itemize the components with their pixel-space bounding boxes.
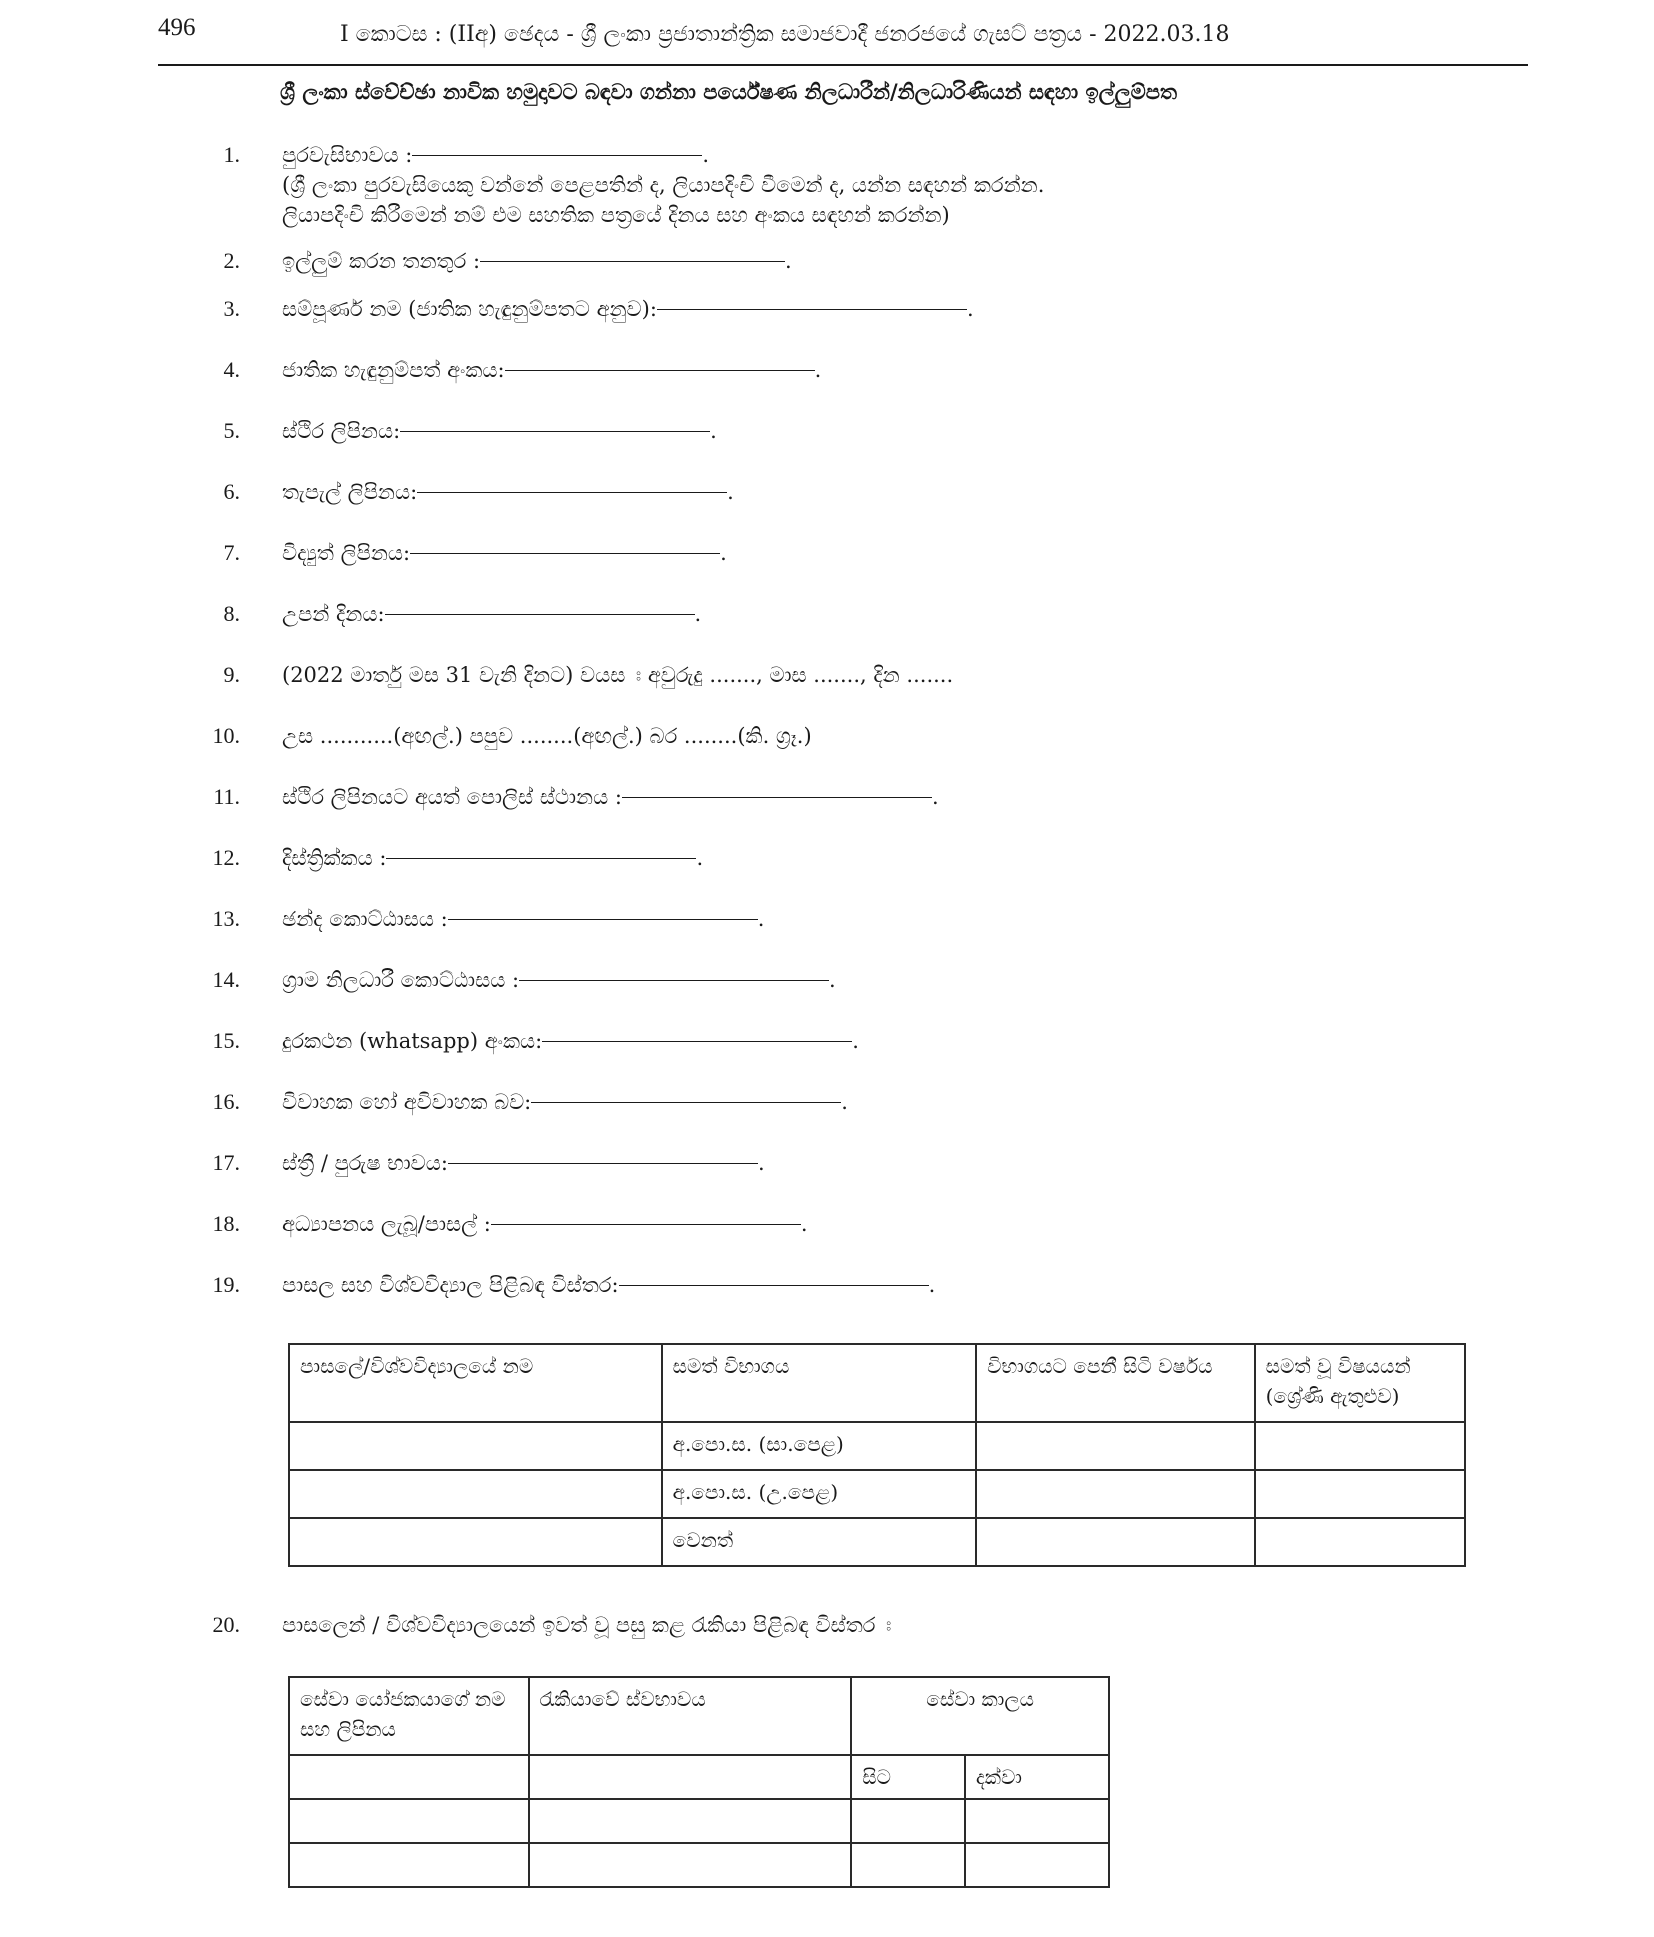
cell-year[interactable]: [976, 1470, 1254, 1518]
field-date-of-birth: [200, 599, 702, 629]
field-gender: [200, 1148, 765, 1178]
field-school-attended: [200, 1209, 808, 1239]
cell-school-name[interactable]: [289, 1518, 662, 1566]
table-subheader-row: [289, 1755, 1109, 1799]
field-full-name: [200, 294, 974, 324]
field-label: සම්පූර්ණ නම (ජාතික හැඳුනුම්පතට අනුව): .: [282, 297, 974, 321]
cell-exam: අ.පො.ස. (උ.පෙළ): [662, 1470, 977, 1518]
item-number: 9.: [223, 662, 240, 687]
item-number: 18.: [212, 1211, 240, 1236]
header-school-name: පාසලේ/විශ්වවිද්‍යාලයේ නම: [289, 1344, 662, 1422]
field-education-details: [200, 1270, 936, 1300]
item-number: 5.: [223, 418, 240, 443]
item-number: 20.: [212, 1612, 240, 1637]
header-to: දක්වා: [965, 1755, 1109, 1799]
cell-from[interactable]: [851, 1843, 965, 1887]
field-physical-measurements: [200, 721, 812, 751]
header-from: සිට: [851, 1755, 965, 1799]
cell-job-nature[interactable]: [529, 1755, 852, 1799]
field-label[interactable]: (2022 මාර්තු මස 31 වැනි දිනට) වයස ඃ අවුරුදු ......., මාස ......., දින .......: [282, 663, 954, 687]
fill-line[interactable]: [400, 431, 710, 432]
field-label: තැපැල් ලිපිනය: .: [282, 480, 734, 504]
fill-line[interactable]: [386, 858, 696, 859]
item-number: 7.: [223, 540, 240, 565]
field-post-applied: [200, 246, 792, 276]
fill-line[interactable]: [491, 1224, 801, 1225]
fill-line[interactable]: [531, 1102, 841, 1103]
cell-subjects[interactable]: [1255, 1518, 1465, 1566]
fill-line[interactable]: [417, 492, 727, 493]
table-row: [289, 1422, 1465, 1470]
table-row: [289, 1843, 1109, 1887]
field-label: ඉල්ලුම් කරන තනතුර : .: [282, 249, 792, 273]
field-nic-number: [200, 355, 822, 385]
item-number: 14.: [212, 967, 240, 992]
page-number: 496: [158, 14, 196, 41]
fill-line[interactable]: [448, 919, 758, 920]
field-citizenship: [200, 140, 1045, 227]
header-rule: [158, 64, 1528, 66]
cell-subjects[interactable]: [1255, 1470, 1465, 1518]
field-label: ඡන්ද කොට්ඨාසය : .: [282, 907, 765, 931]
header-subjects-passed: සමත් වූ විෂයයන් (ශ්‍රේණි ඇතුළුව): [1255, 1344, 1465, 1422]
field-note-1: (ශ්‍රී ලංකා පුරවැසියෙකු වන්නේ පෙළපතින් ද, ලියාපදිංචි වීමෙන් ද, යන්න සඳහන් කරන්න.: [282, 173, 1045, 197]
cell-employer[interactable]: [289, 1799, 529, 1843]
table-row: [289, 1470, 1465, 1518]
field-note-2: ලියාපදිංචි කිරීමෙන් නම් එම සහතික පත්‍රයේ දිනය සහ අංකය සඳහන් කරන්න): [282, 203, 950, 227]
header-employer: සේවා යෝජකයාගේ නම සහ ලිපිනය: [289, 1677, 529, 1755]
cell-year[interactable]: [976, 1422, 1254, 1470]
cell-from[interactable]: [851, 1799, 965, 1843]
field-label: දිස්ත්‍රික්කය : .: [282, 846, 704, 870]
cell-year[interactable]: [976, 1518, 1254, 1566]
cell-exam: අ.පො.ස. (සා.පෙළ): [662, 1422, 977, 1470]
field-label: පාසලෙන් / විශ්වවිද්‍යාලයෙන් ඉවත් වූ පසු කළ රැකියා පිළිබඳ විස්තර ඃ: [282, 1613, 892, 1637]
running-header: I කොටස : (IIඅ) ඡෙදය - ශ්‍රී ලංකා ප්‍රජාතාන්ත්‍රික සමාජවාදී ජනරජයේ ගැසට් පත්‍රය - 2022.03.18: [340, 22, 1230, 47]
field-label: උපන් දිනය: .: [282, 602, 702, 626]
cell-employer[interactable]: [289, 1843, 529, 1887]
item-number: 10.: [212, 723, 240, 748]
header-exam-passed: සමත් විභාගය: [662, 1344, 977, 1422]
item-number: 15.: [212, 1028, 240, 1053]
fill-line[interactable]: [622, 797, 932, 798]
cell-job-nature[interactable]: [529, 1799, 852, 1843]
field-police-station: [200, 782, 939, 812]
table-row: [289, 1799, 1109, 1843]
item-number: 11.: [213, 784, 240, 809]
fill-line[interactable]: [619, 1285, 929, 1286]
field-label: ස්ත්‍රී / පුරුෂ භාවය: .: [282, 1151, 765, 1175]
field-electoral-division: [200, 904, 765, 934]
cell-subjects[interactable]: [1255, 1422, 1465, 1470]
fill-line[interactable]: [505, 370, 815, 371]
cell-to[interactable]: [965, 1843, 1109, 1887]
field-label: ස්ථිර ලිපිනය: .: [282, 419, 717, 443]
field-label: ස්ථිර ලිපිනයට අයත් පොලිස් ස්ථානය : .: [282, 785, 939, 809]
field-phone-whatsapp: [200, 1026, 859, 1056]
item-number: 8.: [223, 601, 240, 626]
item-number: 12.: [212, 845, 240, 870]
item-number: 4.: [223, 357, 240, 382]
item-number: 6.: [223, 479, 240, 504]
field-district: [200, 843, 704, 873]
form-title: ශ්‍රී ලංකා ස්වේච්ඡා නාවික හමුදාවට බඳවා ගන්නා පර්යේෂණ නිලධාරීන්/නිලධාරිණියන් සඳහා ඉල්ලුම්පත: [280, 80, 1178, 104]
cell-exam: වෙනත්: [662, 1518, 977, 1566]
fill-line[interactable]: [410, 553, 720, 554]
fill-line[interactable]: [480, 261, 785, 262]
item-number: 1.: [223, 142, 240, 167]
field-label: පුරවැසිභාවය : .: [282, 143, 710, 167]
field-label: ජාතික හැඳුනුම්පත් අංකය: .: [282, 358, 822, 382]
field-label: විද්‍යුත් ලිපිනය: .: [282, 541, 727, 565]
fill-line[interactable]: [519, 980, 829, 981]
cell-job-nature[interactable]: [529, 1843, 852, 1887]
header-job-nature: රැකියාවේ ස්වභාවය: [529, 1677, 852, 1755]
item-number: 2.: [223, 248, 240, 273]
field-age: [200, 660, 954, 690]
field-employment-details: [200, 1610, 892, 1640]
field-label: ග්‍රාම නිලධාරී කොට්ඨාසය : .: [282, 968, 836, 992]
fill-line[interactable]: [448, 1163, 758, 1164]
field-marital-status: [200, 1087, 848, 1117]
field-email: [200, 538, 727, 568]
fill-line[interactable]: [385, 614, 695, 615]
fill-line[interactable]: [542, 1041, 852, 1042]
field-label: විවාහක හෝ අවිවාහක බව: .: [282, 1090, 848, 1114]
item-number: 16.: [212, 1089, 240, 1114]
field-label: පාසල සහ විශ්වවිද්‍යාල පිළිබඳ විස්තර: .: [282, 1273, 936, 1297]
education-table: [288, 1343, 1466, 1567]
field-label: අධ්‍යාපනය ලැබූ/පාසල් : .: [282, 1212, 808, 1236]
cell-school-name[interactable]: [289, 1422, 662, 1470]
field-label[interactable]: උස ...........(අඟල්.) පපුව ........(අඟල්.) බර ........(කි. ග්‍රෑ.): [282, 724, 812, 748]
cell-school-name[interactable]: [289, 1470, 662, 1518]
field-postal-address: [200, 477, 734, 507]
cell-employer[interactable]: [289, 1755, 529, 1799]
field-gn-division: [200, 965, 836, 995]
table-header-row: [289, 1344, 1465, 1422]
employment-table: [288, 1676, 1110, 1888]
fill-line[interactable]: [657, 309, 967, 310]
table-header-row: [289, 1677, 1109, 1755]
item-number: 19.: [212, 1272, 240, 1297]
cell-to[interactable]: [965, 1799, 1109, 1843]
table-row: [289, 1518, 1465, 1566]
item-number: 17.: [212, 1150, 240, 1175]
item-number: 13.: [212, 906, 240, 931]
header-service-period: සේවා කාලය: [851, 1677, 1109, 1755]
field-label: දුරකථන (whatsapp) අංකය: .: [282, 1029, 859, 1053]
item-number: 3.: [223, 296, 240, 321]
field-permanent-address: [200, 416, 717, 446]
fill-line[interactable]: [412, 155, 702, 156]
header-exam-year: විභාගයට පෙනී සිටි වර්ෂය: [976, 1344, 1254, 1422]
